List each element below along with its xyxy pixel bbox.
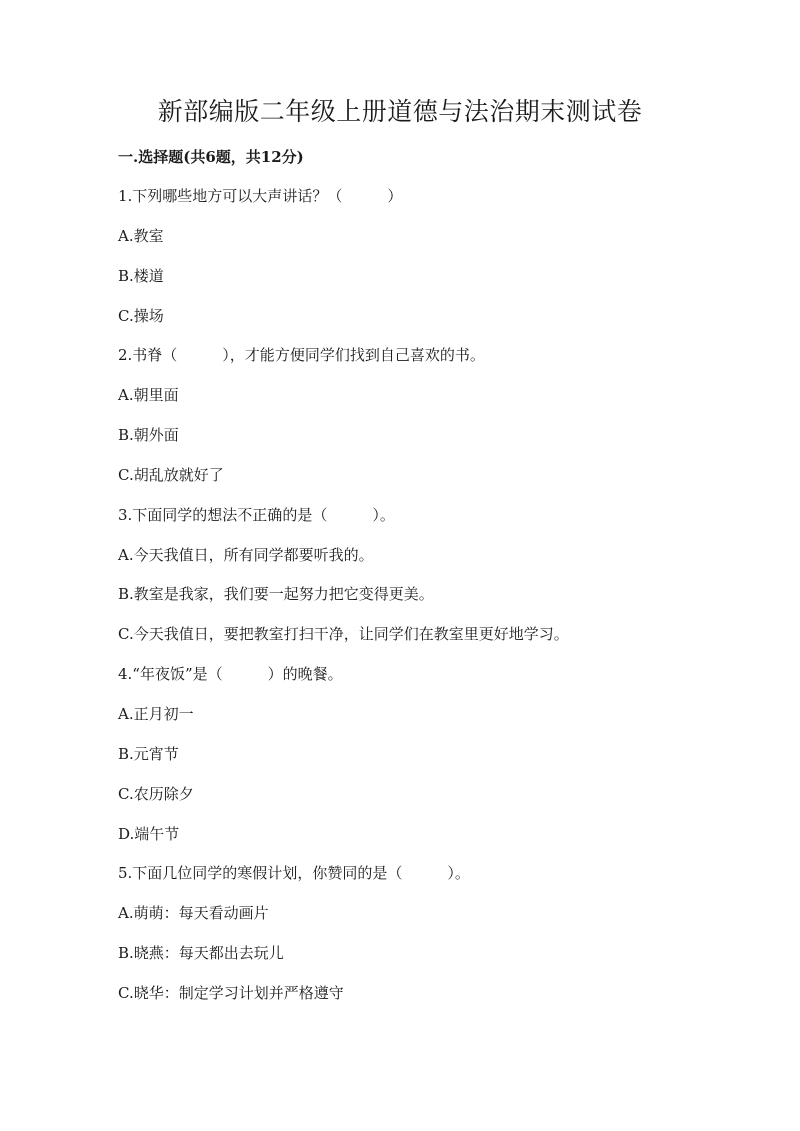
question-5-option-c: C.晓华：制定学习计划并严格遵守 [118, 983, 344, 1002]
question-2-option-c: C.胡乱放就好了 [118, 465, 224, 484]
question-4-option-c: C.农历除夕 [118, 784, 194, 803]
question-4-option-a: A.正月初一 [118, 704, 194, 723]
question-1-text: 1.下列哪些地方可以大声讲话？（ ） [118, 187, 403, 205]
question-1-option-c: C.操场 [118, 306, 164, 325]
question-1-option-b: B.楼道 [118, 266, 164, 285]
question-2-text: 2.书脊（ ），才能方便同学们找到自己喜欢的书。 [118, 346, 485, 365]
question-5-option-b: B.晓燕：每天都出去玩儿 [118, 944, 284, 963]
question-4-text: 4.“年夜饭”是（ ）的晚餐。 [118, 665, 343, 684]
question-5-option-a: A.萌萌：每天看动画片 [118, 904, 269, 923]
question-4-option-b: B.元宵节 [118, 744, 179, 763]
question-2-option-a: A.朝里面 [118, 386, 179, 405]
question-1-option-a: A.教室 [118, 226, 164, 245]
question-3-option-a: A.今天我值日，所有同学都要听我的。 [118, 545, 374, 564]
question-list [118, 185, 758, 1022]
question-3-option-b: B.教室是我家，我们要一起努力把它变得更美。 [118, 585, 434, 604]
question-2-option-b: B.朝外面 [118, 426, 179, 445]
question-3-option-c: C.今天我值日，要把教室打扫干净，让同学们在教室里更好地学习。 [118, 625, 569, 644]
page-title: 新部编版二年级上册道德与法治期末测试卷 [157, 97, 643, 126]
question-4-option-d: D.端午节 [118, 824, 180, 843]
section-heading: 一.选择题(共6题，共12分) [118, 148, 304, 166]
question-3-text: 3.下面同学的想法不正确的是（ ）。 [118, 505, 395, 524]
question-5-text: 5.下面几位同学的寒假计划，你赞同的是（ ）。 [118, 864, 470, 883]
